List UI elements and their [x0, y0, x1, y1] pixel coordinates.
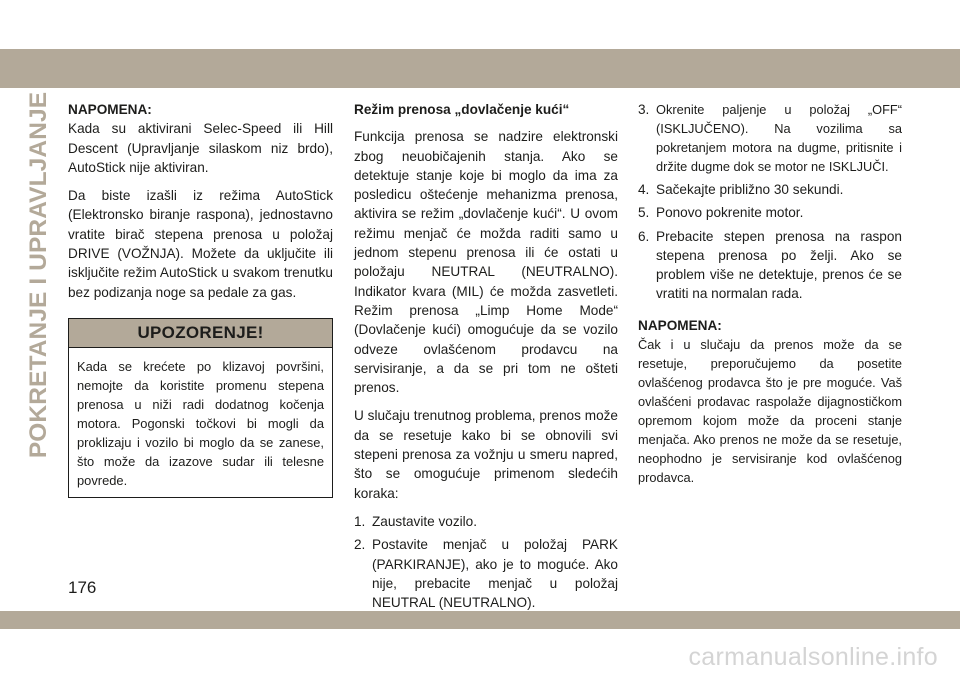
warning-box [68, 318, 333, 498]
list-item [638, 227, 902, 304]
step-number: 3. [638, 102, 650, 117]
autostick-paragraph: Da biste izašli iz režima AutoStick (Elektronsko biranje raspona), jednostavno vratite birač stepena prenosa u položaj DRIVE (VOŽNJA). Možete da uključite ili isključite režim AutoStick u svakom trenutku bez podizanja noge sa pedale za gas. [68, 188, 333, 300]
list-item [638, 100, 902, 176]
step-text: Okrenite paljenje u položaj „OFF“ (ISKLJUČENO). Na vozilima sa pokretanjem motora na dugme, pritisnite i držite dugme dok se motor ne ISKLJUČI. [656, 102, 902, 174]
steps-list-1 [354, 512, 618, 612]
step-text: Ponovo pokrenite motor. [656, 205, 804, 221]
list-item [354, 535, 618, 612]
column-left [68, 100, 333, 498]
section-heading: Režim prenosa „dovlačenje kući“ [354, 102, 570, 117]
steps-list-2 [638, 100, 902, 304]
section-side-title [22, 91, 56, 459]
list-item [638, 180, 902, 199]
step-text: Sačekajte približno 30 sekundi. [656, 182, 844, 197]
step-text: Postavite menjač u položaj PARK (PARKIRANJE), ako je to moguće. Ako nije, prebacite menjač u položaj NEUTRAL (NEUTRALNO). [372, 537, 618, 611]
note-text-2: Čak i u slučaju da prenos može da se resetuje, preporučujemo da posetite ovlašćenog prodavca što je pre moguće. Vaš ovlašćeni prodavac raspolaže dijagnostičkom opremom kojom može da proceni stanje menjača. Ako prenos ne može da se resetuje, neophodno je servisiranje kod ovlašćenog prodavca. [638, 337, 902, 486]
note-text: Kada su aktivirani Selec-Speed ili Hill Descent (Upravljanje silaskom niz brdo), AutoStick nije aktiviran. [68, 121, 333, 175]
step-number: 6. [638, 228, 650, 244]
note-title: NAPOMENA: [68, 102, 152, 117]
watermark-text: carmanualsonline.info [688, 643, 938, 671]
step-number: 4. [638, 182, 650, 197]
warning-title: UPOZORENJE! [69, 319, 332, 348]
top-band [0, 49, 960, 88]
column-right [638, 100, 902, 496]
step-text: Zaustavite vozilo. [372, 513, 478, 529]
list-item [354, 512, 618, 531]
step-number: 5. [638, 205, 650, 221]
reset-paragraph: U slučaju trenutnog problema, prenos može da se resetuje kako bi se obnovili svi stepeni prenosa za vožnju u smeru napred, što se omogućuje primenom sledećih koraka: [354, 408, 618, 501]
warning-text: Kada se krećete po klizavoj površini, nemojte da koristite promenu stepena prenosa u niži radi dodatnog kočenja motora. Pogonski točkovi bi mogli da proklizaju i vozilo bi moglo da se zanese, što može da izazove sudar ili telesne povrede. [77, 358, 324, 488]
step-number: 2. [354, 537, 366, 553]
step-text: Prebacite stepen prenosa na raspon stepena prenosa po želji. Ako se problem više ne detektuje, prenos će se vratiti na normalan rada. [656, 228, 902, 302]
list-item [638, 203, 902, 222]
column-middle [354, 100, 618, 616]
page-number: 176 [68, 578, 97, 597]
section-side-title-text: POKRETANJE I UPRAVLJANJE [25, 91, 52, 459]
step-number: 1. [354, 513, 366, 529]
limp-home-paragraph: Funkcija prenosa se nadzire elektronski zbog neuobičajenih stanja. Ako se detektuje stanje koje bi moglo da ima za posledicu oštećenje mehanizma prenosa, aktivira se režim „dovlačenje kući“. U ovom režimu menjač će možda raditi samo u jednom stepenu prenosa ili će ostati u položaju NEUTRAL (NEUTRALNO). Indikator kvara (MIL) će možda zasvetleti. Režim prenosa „Limp Home Mode“ (Dovlačenje kući) omogućuje da se vozilo odveze ovlašćenom prodavcu na servisiranje, a da se pri tom ne ošteti prenos. [354, 129, 618, 396]
note-title-2: NAPOMENA: [638, 317, 722, 333]
bottom-band [0, 611, 960, 629]
